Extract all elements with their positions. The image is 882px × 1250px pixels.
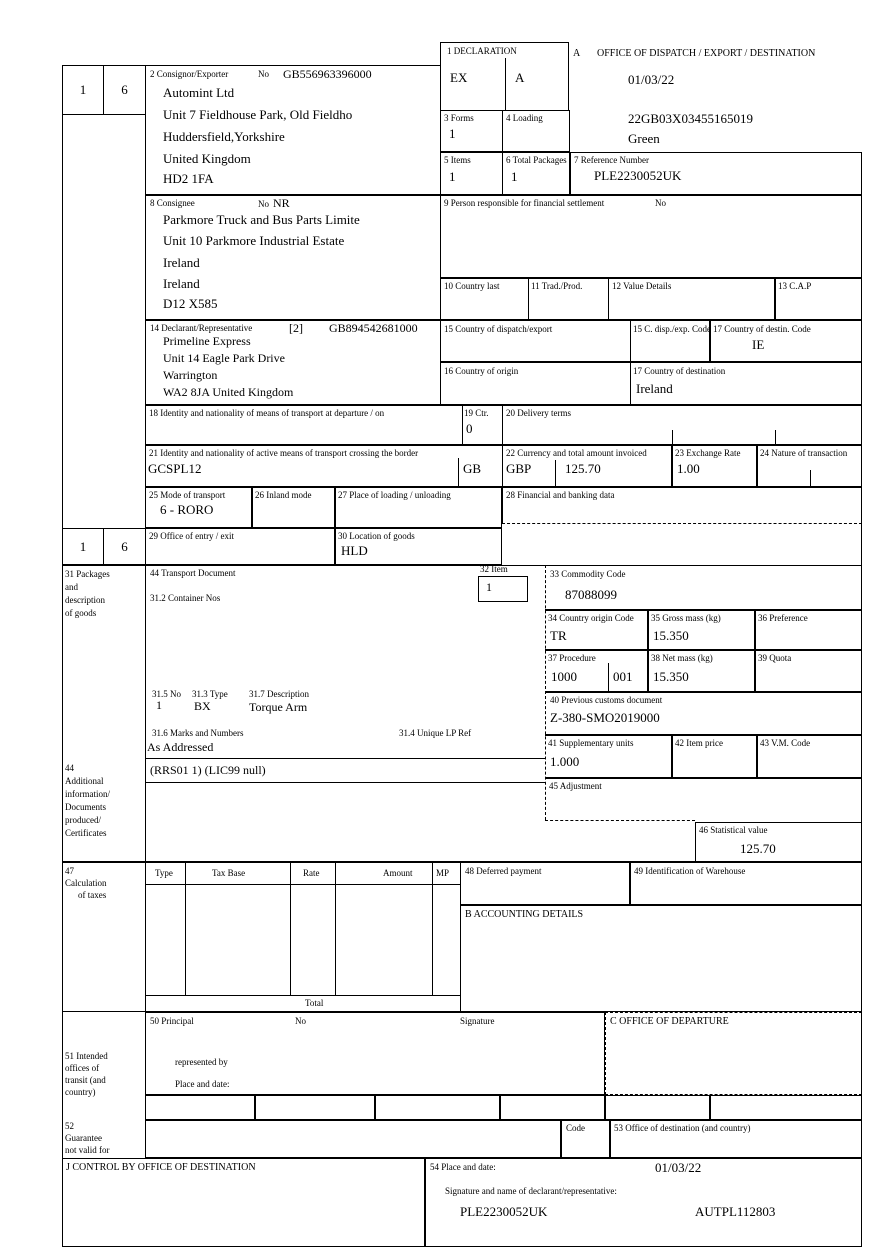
box-27-label: 27 Place of loading / unloading — [338, 490, 451, 500]
box-14-label: 14 Declarant/Representative — [150, 323, 253, 333]
box-42-label: 42 Item price — [675, 738, 723, 748]
box-11-label: 11 Trad./Prod. — [531, 281, 583, 291]
box-2-eori: GB556963396000 — [283, 67, 372, 81]
box-2-line: Unit 7 Fieldhouse Park, Old Fieldho — [163, 107, 353, 122]
box-47-label-line: Calculation — [65, 878, 107, 888]
box-21-nationality: GB — [463, 461, 482, 476]
box-2-line: United Kingdom — [163, 151, 251, 166]
box-52-label-line: 52 — [65, 1121, 74, 1131]
box-54-date: 01/03/22 — [655, 1160, 702, 1175]
box-54-auth-code: AUTPL112803 — [695, 1204, 776, 1219]
margin-column — [62, 114, 146, 529]
box-7-value: PLE2230052UK — [594, 168, 682, 183]
margin-copy-6-mid: 6 — [103, 528, 146, 565]
box-40-label: 40 Previous customs document — [550, 695, 663, 705]
box-16-label: 16 Country of origin — [444, 366, 519, 376]
box-50-place-date: Place and date: — [175, 1079, 230, 1089]
box-1-declaration-subtype: A — [515, 70, 525, 85]
box-31-2-label: 31.2 Container Nos — [150, 593, 221, 603]
box-36-label: 36 Preference — [758, 613, 808, 623]
box-44-label-line: Documents — [65, 802, 106, 812]
box-45-dashed-bottom — [545, 820, 695, 821]
box-31-label-line: description — [65, 595, 105, 605]
box-50-no-label: No — [295, 1016, 306, 1026]
box-39-label: 39 Quota — [758, 653, 792, 663]
box-31-5-label: 31.5 No — [152, 689, 181, 699]
box-47-label-line: 47 — [65, 866, 74, 876]
box-44-strip-bottom — [145, 782, 545, 783]
box-j-label: J CONTROL BY OFFICE OF DESTINATION — [66, 1162, 256, 1173]
box-25-value: 6 - RORO — [160, 502, 214, 517]
box-47-label-line: of taxes — [78, 890, 107, 900]
box-46-value: 125.70 — [740, 841, 776, 856]
box-5-label: 5 Items — [444, 155, 471, 165]
box-6-value: 1 — [511, 169, 518, 184]
box-37-value-1: 1000 — [551, 669, 577, 684]
tax-col-base: Tax Base — [212, 868, 246, 878]
box-31-6-label: 31.6 Marks and Numbers — [152, 728, 244, 738]
box-8-line: Unit 10 Parkmore Industrial Estate — [163, 233, 345, 248]
box-37-value-2: 001 — [613, 669, 633, 684]
box-40-value: Z-380-SMO2019000 — [550, 710, 660, 725]
tax-col-amount: Amount — [383, 868, 413, 878]
box-2-no-label: No — [258, 69, 269, 79]
box-49-label: 49 Identification of Warehouse — [634, 866, 746, 876]
margin-copy-1-top: 1 — [62, 65, 104, 115]
box-21-label: 21 Identity and nationality of active means of transport crossing the border — [149, 448, 419, 458]
box-2-label: 2 Consignor/Exporter — [150, 69, 229, 79]
box-35-label: 35 Gross mass (kg) — [651, 613, 721, 623]
box-14-line: Warrington — [163, 368, 218, 382]
box-54-signature-label: Signature and name of declarant/representative: — [445, 1186, 617, 1196]
box-52-code-label: Code — [566, 1123, 585, 1133]
box-1-label: 1 DECLARATION — [447, 46, 517, 56]
box-9-no-label: No — [655, 198, 666, 208]
box-54-label: 54 Place and date: — [430, 1162, 496, 1172]
box-22-label: 22 Currency and total amount invoiced — [506, 448, 647, 458]
box-44-label-line: information/ — [65, 789, 110, 799]
transit-office-cell — [145, 1095, 255, 1120]
transit-office-cell — [500, 1095, 605, 1120]
box-54-reference: PLE2230052UK — [460, 1204, 548, 1219]
box-41-value: 1.000 — [550, 754, 580, 769]
box-43-label: 43 V.M. Code — [760, 738, 811, 748]
box-31-3-label: 31.3 Type — [192, 689, 228, 699]
box-21-value: GCSPL12 — [148, 461, 202, 476]
box-18-label: 18 Identity and nationality of means of transport at departure / on — [149, 408, 385, 418]
box-31-4-label: 31.4 Unique LP Ref — [399, 728, 472, 738]
box-12-label: 12 Value Details — [612, 281, 672, 291]
box-8-line: Parkmore Truck and Bus Parts Limite — [163, 212, 360, 227]
box-38-value: 15.350 — [653, 669, 689, 684]
box-8-label: 8 Consignee — [150, 198, 195, 208]
box-44-label-line: Additional — [65, 776, 104, 786]
box-b-accounting-details — [460, 905, 862, 1012]
box-25-label: 25 Mode of transport — [149, 490, 226, 500]
box-14-eori: GB894542681000 — [329, 321, 418, 335]
box-24-tick — [810, 470, 811, 487]
box-44-label-line: 44 — [65, 763, 74, 773]
box-1-divider — [505, 58, 506, 111]
box-44-transport-doc-label: 44 Transport Document — [150, 568, 236, 578]
box-45-label: 45 Adjustment — [549, 781, 602, 791]
tax-col-divider — [185, 862, 186, 995]
tax-header-underline — [145, 884, 460, 885]
box-20-label: 20 Delivery terms — [506, 408, 571, 418]
box-37-label: 37 Procedure — [548, 653, 596, 663]
box-51-label-line: transit (and — [65, 1075, 106, 1085]
box-2-line: Huddersfield,Yorkshire — [163, 129, 285, 144]
box-37-divider — [608, 663, 609, 692]
transit-office-cell — [255, 1095, 375, 1120]
box-33-label: 33 Commodity Code — [550, 569, 626, 579]
box-19-value: 0 — [466, 421, 473, 436]
box-5-value: 1 — [449, 169, 456, 184]
box-6-label: 6 Total Packages — [506, 155, 567, 165]
box-35-value: 15.350 — [653, 628, 689, 643]
box-38-label: 38 Net mass (kg) — [651, 653, 713, 663]
box-17-label: 17 Country of destination — [633, 366, 726, 376]
box-b-label: B ACCOUNTING DETAILS — [465, 909, 584, 920]
box-2-line: Automint Ltd — [163, 85, 235, 100]
box-51-label-line: offices of — [65, 1063, 100, 1073]
box-24-label: 24 Nature of transaction — [760, 448, 848, 458]
box-19-label: 19 Ctr. — [464, 408, 489, 418]
box-8-no-value: NR — [273, 196, 290, 210]
tax-col-mp: MP — [436, 868, 450, 878]
box-31-3-value: BX — [194, 699, 211, 713]
box-23-label: 23 Exchange Rate — [675, 448, 741, 458]
box-31-label-line: of goods — [65, 608, 97, 618]
box-52-guarantee — [145, 1120, 561, 1158]
box-53-label: 53 Office of destination (and country) — [614, 1123, 751, 1133]
box-29-label: 29 Office of entry / exit — [149, 531, 235, 541]
item-left-divider — [145, 565, 146, 862]
box-3-label: 3 Forms — [444, 113, 474, 123]
box-52-label-line: Guarantee — [65, 1133, 102, 1143]
margin-copy-1-mid: 1 — [62, 528, 104, 565]
box-30-value: HLD — [341, 543, 368, 558]
box-48-label: 48 Deferred payment — [465, 866, 542, 876]
box-22-currency: GBP — [506, 461, 532, 476]
box-4-label: 4 Loading — [506, 113, 543, 123]
tax-col-rate: Rate — [303, 868, 320, 878]
box-51-label-line: country) — [65, 1087, 96, 1097]
box-26-label: 26 Inland mode — [255, 490, 312, 500]
tax-col-divider — [290, 862, 291, 995]
box-32-value: 1 — [486, 580, 492, 594]
box-a-key: A — [573, 48, 581, 59]
tax-col-type: Type — [155, 868, 173, 878]
box-50-label: 50 Principal — [150, 1016, 194, 1026]
box-17a-value: IE — [752, 337, 765, 352]
box-20-tick — [775, 430, 776, 445]
box-21-divider — [458, 458, 459, 487]
box-44-label-line: Certificates — [65, 828, 107, 838]
box-44-label-line: produced/ — [65, 815, 101, 825]
box-31-7-value: Torque Arm — [249, 700, 308, 714]
box-15a-label: 15 C. disp./exp. Code — [633, 324, 711, 334]
box-a-routing-status: Green — [628, 131, 660, 146]
margin-copy-6-top: 6 — [103, 65, 146, 115]
box-2-line: HD2 1FA — [163, 171, 214, 186]
transit-office-cell — [375, 1095, 500, 1120]
box-23-value: 1.00 — [677, 461, 700, 476]
box-31-6-value: As Addressed — [147, 740, 214, 754]
box-8-line: D12 X585 — [163, 296, 218, 311]
box-33-value: 87088099 — [565, 587, 617, 602]
box-30-label: 30 Location of goods — [338, 531, 415, 541]
tax-col-divider — [335, 862, 336, 995]
box-14-line: Primeline Express — [163, 334, 251, 348]
box-17-value: Ireland — [636, 381, 673, 396]
tax-total-label: Total — [305, 998, 324, 1008]
box-34-label: 34 Country origin Code — [548, 613, 634, 623]
box-c-label: C OFFICE OF DEPARTURE — [610, 1016, 729, 1027]
box-a-title: OFFICE OF DISPATCH / EXPORT / DESTINATION — [597, 48, 816, 59]
tax-total-line — [145, 995, 460, 996]
box-50-signature-label: Signature — [460, 1016, 495, 1026]
box-a-mrn: 22GB03X03455165019 — [628, 111, 753, 126]
box-28-dashed-bottom — [502, 523, 862, 524]
box-8-no-label: No — [258, 199, 269, 209]
box-8-line: Ireland — [163, 276, 200, 291]
box-51-label-line: 51 Intended — [65, 1051, 108, 1061]
box-22-amount: 125.70 — [565, 461, 601, 476]
box-31-7-label: 31.7 Description — [249, 689, 309, 699]
box-14-code: [2] — [289, 321, 303, 335]
box-1-declaration-type: EX — [450, 70, 468, 85]
box-9-label: 9 Person responsible for financial settlement — [444, 198, 605, 208]
right-edge-segment — [861, 523, 862, 565]
box-52-label-line: not valid for — [65, 1145, 110, 1155]
box-44-value: (RRS01 1) (LIC99 null) — [150, 763, 266, 777]
box-15-label: 15 Country of dispatch/export — [444, 324, 553, 334]
box-34-value: TR — [550, 628, 567, 643]
box-a-date: 01/03/22 — [628, 72, 675, 87]
box-7-label: 7 Reference Number — [574, 155, 649, 165]
box-3-value: 1 — [449, 126, 456, 141]
box-46-label: 46 Statistical value — [699, 825, 768, 835]
box-8-line: Ireland — [163, 255, 200, 270]
box-22-divider — [555, 460, 556, 487]
box-31-5-value: 1 — [156, 698, 162, 712]
box-17a-label: 17 Country of destin. Code — [713, 324, 811, 334]
box-31-label-line: 31 Packages — [65, 569, 110, 579]
box-41-label: 41 Supplementary units — [548, 738, 634, 748]
tax-col-divider — [432, 862, 433, 995]
box-31-label-line: and — [65, 582, 78, 592]
box-44-strip-top — [145, 758, 545, 759]
box-32-label: 32 Item — [480, 564, 508, 574]
box-14-line: Unit 14 Eagle Park Drive — [163, 351, 285, 365]
box-10-label: 10 Country last — [444, 281, 500, 291]
departure-stamp-cell — [605, 1095, 710, 1120]
departure-stamp-cell — [710, 1095, 862, 1120]
box-50-represented-by: represented by — [175, 1057, 228, 1067]
box-28-label: 28 Financial and banking data — [506, 490, 615, 500]
box-20-tick — [672, 430, 673, 445]
box-14-line: WA2 8JA United Kingdom — [163, 385, 294, 399]
box-13-label: 13 C.A.P — [778, 281, 812, 291]
